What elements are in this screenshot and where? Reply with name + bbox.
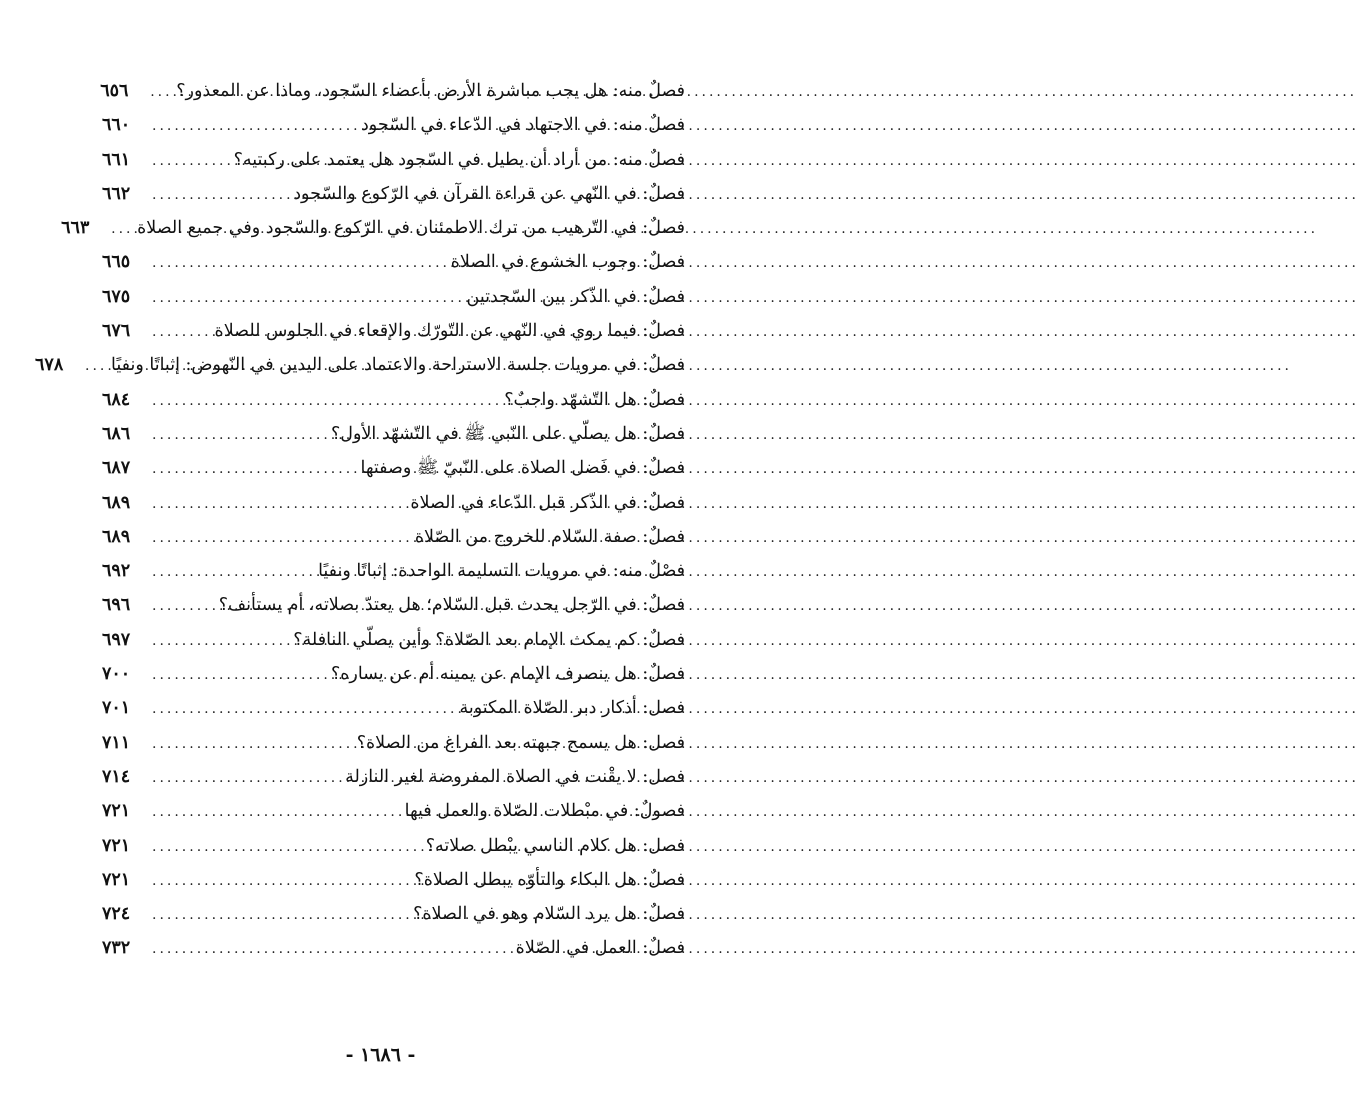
dot-leader — [146, 830, 426, 864]
toc-entry — [102, 383, 685, 417]
toc-entry — [102, 417, 685, 451]
toc-entry-page-number: ٦٦٣ — [61, 218, 90, 239]
dot-leader — [146, 487, 410, 521]
toc-entry — [102, 486, 685, 520]
dot-leader — [146, 315, 215, 349]
toc-entry-page-number: ٧٢١ — [102, 835, 131, 856]
dot-leader — [146, 418, 331, 452]
toc-entry-page-number: ٦٦٥ — [102, 252, 131, 273]
toc-entry-title: فصلٌ منه: من أراد أن يطيل في السّجود هل يعتمد على ركبتيه؟ — [233, 149, 685, 170]
toc-entry-page-number: ٦٥٦ — [100, 81, 129, 101]
toc-entry-page-number: ٦٨٩ — [102, 526, 131, 547]
toc-entry — [102, 588, 685, 622]
toc-entry-page-number: ٦٩٧ — [102, 629, 131, 650]
dot-leader — [146, 727, 357, 761]
toc-entry-title: فصلٌ: هل التّشهّد واجبٌ؟ — [504, 389, 685, 410]
toc-entry-title: فصل: أذكار دبر الصّلاة المكتوبة — [459, 698, 685, 719]
toc-entry-title: فصلٌ: وجوب الخشوع في الصلاة — [450, 252, 685, 273]
toc-entry-page-number: ٦٨٤ — [102, 389, 131, 410]
toc-entry-title: فصلٌ: هل ينصرف الإمام عن يمينه أم عن يساره؟ — [330, 664, 685, 685]
dot-leader — [146, 144, 234, 178]
toc-entry-page-number: ٦٧٥ — [102, 286, 131, 307]
toc-entry-page-number: ٧٠١ — [102, 698, 131, 719]
page-number: - ١٦٨٦ - — [345, 1044, 416, 1066]
toc-entry-title: فصلٌ: العمل في الصّلاة — [515, 938, 685, 959]
toc-entry — [102, 623, 685, 657]
toc-entry — [102, 829, 685, 863]
toc-entry-title: فصلٌ: هل يصلّي على النّبي ﷺ في التّشهّد الأول؟ — [331, 423, 685, 444]
toc-entry-page-number: ٧٢٤ — [102, 904, 131, 925]
toc-entry-title: فصلٌ: في الذّكر قبل الدّعاء في الصلاة — [410, 492, 685, 513]
dot-leader — [146, 452, 360, 486]
dot-leader — [146, 692, 459, 726]
toc-entry — [102, 794, 685, 828]
toc-entry-page-number: ٦٧٦ — [102, 321, 131, 342]
dot-leader — [146, 864, 414, 898]
dot-leader — [146, 761, 345, 795]
toc-entry — [102, 314, 685, 348]
dot-leader — [144, 75, 176, 109]
dot-leader — [146, 658, 331, 692]
table-of-contents — [35, 74, 685, 966]
toc-entry-page-number: ٦٨٧ — [102, 458, 131, 479]
toc-entry — [102, 451, 685, 485]
toc-entry — [102, 280, 685, 314]
toc-entry-page-number: ٦٩٦ — [102, 595, 131, 616]
dot-leader — [146, 281, 467, 315]
toc-entry-page-number: ٧٢١ — [102, 801, 131, 822]
dot-leader — [146, 178, 293, 212]
toc-entry-page-number: ٧٠٠ — [102, 664, 131, 685]
toc-entry-title: فصلٌ: صفة السّلام للخروج من الصّلاة — [414, 526, 685, 547]
toc-entry-page-number: ٦٩٢ — [102, 561, 131, 582]
toc-entry-page-number: ٧٢١ — [102, 869, 131, 890]
toc-entry — [102, 245, 685, 279]
toc-entry — [102, 931, 685, 965]
toc-entry-title: فصلٌ: فيما روي في النّهي عن التّورّك والإقعاء في الجلوس للصلاة — [214, 321, 685, 342]
toc-entry — [102, 897, 685, 931]
toc-entry — [102, 74, 685, 108]
toc-entry-title: فصلٌ: في الذّكر بين السّجدتين — [466, 286, 685, 307]
toc-entry — [102, 657, 685, 691]
toc-entry-page-number: ٦٦١ — [102, 149, 131, 170]
toc-entry-page-number: ٦٦٢ — [102, 183, 131, 204]
dot-leader — [146, 246, 451, 280]
toc-entry-title: فصلٌ: هل البكاء والتأوّه يبطل الصلاة؟ — [414, 869, 685, 890]
toc-entry-title: فصلٌ: في فَضل الصلاة على النّبيّ ﷺ وصفتها — [360, 458, 685, 479]
toc-entry-title: فصل: هل يسمح جبهته بعد الفراغ من الصلاة؟ — [356, 732, 685, 753]
toc-entry-title: فصل: لا يقْنت في الصلاة المفروضة لغير النازلة — [345, 766, 685, 787]
toc-entry — [35, 348, 685, 382]
toc-entry — [102, 760, 685, 794]
toc-entry — [102, 554, 685, 588]
toc-entry-title: فصلٌ: في النّهي عن قراءة القرآن في الرّكوع والسّجود — [293, 183, 685, 204]
toc-entry-page-number: ٧١١ — [102, 732, 131, 753]
toc-entry — [102, 143, 685, 177]
toc-entry-title: فصْلٌ منه: في مرويات التسليمة الواحدة: إثباتًا ونفيًا — [318, 561, 685, 582]
toc-entry-page-number: ٦٨٩ — [102, 492, 131, 513]
toc-entry — [102, 726, 685, 760]
dot-leader — [105, 212, 137, 246]
dot-leader — [146, 109, 361, 143]
toc-entry — [61, 211, 685, 245]
toc-entry-title: فصل: هل كلام الناسي يبْطل صلاته؟ — [425, 835, 685, 856]
toc-entry-title: فصلٌ: في الرّجل يحدث قبل السّلام؛ هل يعتدّ بصلاته، أم يستأنف؟ — [218, 595, 685, 616]
toc-entry — [102, 691, 685, 725]
toc-entry-title: فصولٌ: في مبْطلات الصّلاة والعمل فيها — [404, 801, 685, 822]
toc-entry-page-number: ٦٧٨ — [35, 355, 64, 376]
toc-entry-title: فصلٌ منه: هل يجب مباشرة الأرض بأعضاء السّجود، وماذا عن المعذور؟ — [176, 81, 685, 101]
toc-entry-page-number: ٦٨٦ — [102, 423, 131, 444]
dot-leader — [146, 521, 415, 555]
dot-leader — [146, 795, 405, 829]
dot-leader — [146, 624, 293, 658]
toc-entry-title: فصلٌ: كم يمكث الإمام بعد الصّلاة؟ وأين يصلّي النافلة؟ — [293, 629, 685, 650]
toc-entry-page-number: ٧١٤ — [102, 766, 131, 787]
toc-entry-title: فصلٌ: هل يرد السّلام وهو في الصلاة؟ — [413, 904, 685, 925]
toc-entry-title: فصلٌ: في مرويات جلسة الاستراحة والاعتماد على اليدين في النّهوض: إثباتًا ونفيًا — [111, 355, 685, 376]
dot-leader — [146, 384, 504, 418]
toc-entry-page-number: ٧٣٢ — [102, 938, 131, 959]
dot-leader — [146, 589, 219, 623]
toc-entry — [102, 863, 685, 897]
toc-entry — [102, 108, 685, 142]
dot-leader — [79, 349, 111, 383]
toc-entry — [102, 177, 685, 211]
toc-entry-title: فصلٌ منه: في الاجتهاد في الدّعاء في السّجود — [361, 115, 685, 136]
dot-leader — [146, 898, 413, 932]
toc-entry — [102, 520, 685, 554]
dot-leader — [146, 932, 516, 966]
dot-leader — [146, 555, 318, 589]
toc-entry-title: فصلٌ: في التّرهيب من ترك الاطمئنان في الرّكوع والسّجود وفي جميع الصلاة — [137, 218, 685, 239]
toc-entry-page-number: ٦٦٠ — [102, 115, 131, 136]
